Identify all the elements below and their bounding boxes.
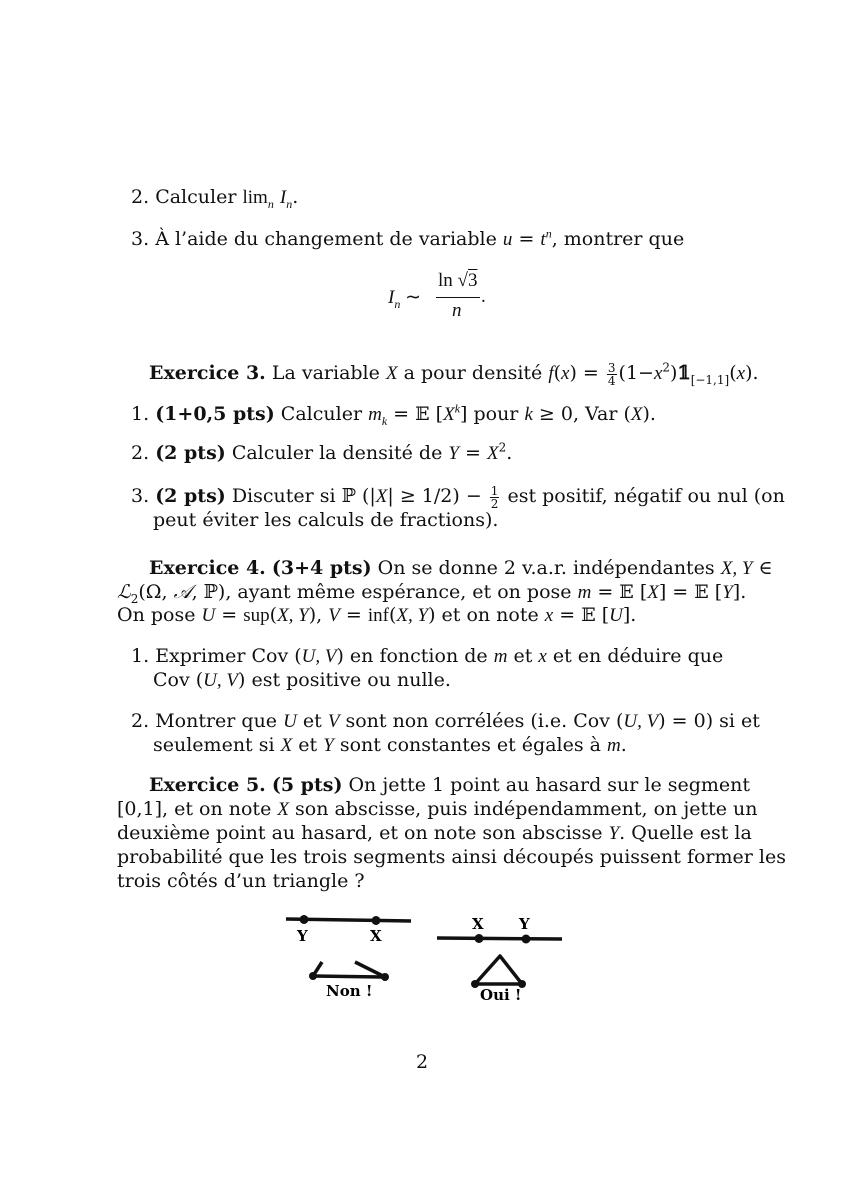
ex5-line-4: probabilité que les trois segments ainsi découpés puissent former les	[117, 846, 786, 868]
right-point-y	[522, 935, 531, 944]
ex4-line-1: Exercice 4. (3+4 pts) On se donne 2 v.a.r. indépendantes X, Y ∈	[149, 557, 773, 579]
ex4-item-1-cont: Cov (U, V) est positive ou nulle.	[153, 669, 451, 691]
ex4-item-2-cont: seulement si X et Y sont constantes et égales à m.	[153, 734, 627, 756]
left-point-x	[372, 916, 381, 925]
item-3: 3. À l’aide du changement de variable $u = t^n$, montrer que	[131, 226, 685, 250]
left-shape-stroke-3	[355, 962, 385, 977]
right-caption: Oui !	[480, 986, 522, 1004]
ex3-item-3: 3. (2 pts) Discuter si ℙ (|X| ≥ 1/2) − $\frac{1}{2}$ est positif, négatif ou nul (on	[131, 483, 785, 511]
left-caption: Non !	[326, 982, 373, 1000]
left-label-x: X	[370, 927, 382, 945]
right-label-x: X	[472, 915, 484, 933]
display-equation: $I_n$ ∼ ln √3 n .	[388, 270, 486, 321]
ex4-item-1: 1. Exprimer Cov (U, V) en fonction de m et x et en déduire que	[131, 645, 724, 667]
ex3-item-1: 1. (1+0,5 pts) Calculer $m_k$ = 𝔼 $[X^k]$ pour k ≥ 0, Var (X).	[131, 401, 656, 428]
right-point-x	[475, 934, 484, 943]
left-label-y: Y	[297, 927, 308, 945]
ex4-line-2: ℒ$_2$(Ω, 𝒜, ℙ), ayant même espérance, et on pose m = 𝔼 [X] = 𝔼 [Y].	[117, 581, 747, 606]
item-2: 2. Calculer $\lim_n I_n$.	[131, 186, 299, 211]
left-point-y	[300, 915, 309, 924]
ex3-item-3-cont: peut éviter les calculs de fractions).	[153, 509, 499, 531]
right-triangle	[475, 956, 522, 984]
ex4-line-3: On pose U = sup(X, Y), V = inf(X, Y) et on note x = 𝔼 [U].	[117, 604, 637, 626]
ex5-line-2: [0,1], et on note X son abscisse, puis indépendamment, on jette un	[117, 798, 758, 820]
left-shape-stroke-2	[313, 976, 385, 977]
ex3-item-2: 2. (2 pts) Calculer la densité de $Y = X^2$.	[131, 440, 513, 464]
ex4-item-2: 2. Montrer que U et V sont non corrélées (i.e. Cov (U, V) = 0) si et	[131, 710, 760, 732]
ex3-intro: Exercice 3. La variable X a pour densité f(x) = $\frac{3}{4}$ $(1-x^2)𝟙_{[-1,1]}(x)$.	[149, 360, 759, 388]
left-shape-point-1	[309, 972, 317, 980]
page-number: 2	[416, 1051, 429, 1073]
ex5-line-1: Exercice 5. (5 pts) On jette 1 point au hasard sur le segment	[149, 774, 751, 796]
right-triangle-point-1	[471, 980, 479, 988]
right-segment	[437, 938, 562, 939]
left-shape-point-2	[381, 973, 389, 981]
ex5-line-3: deuxième point au hasard, et on note son abscisse Y. Quelle est la	[117, 822, 752, 844]
ex5-line-5: trois côtés d’un triangle ?	[117, 870, 365, 892]
right-label-y: Y	[519, 915, 530, 933]
